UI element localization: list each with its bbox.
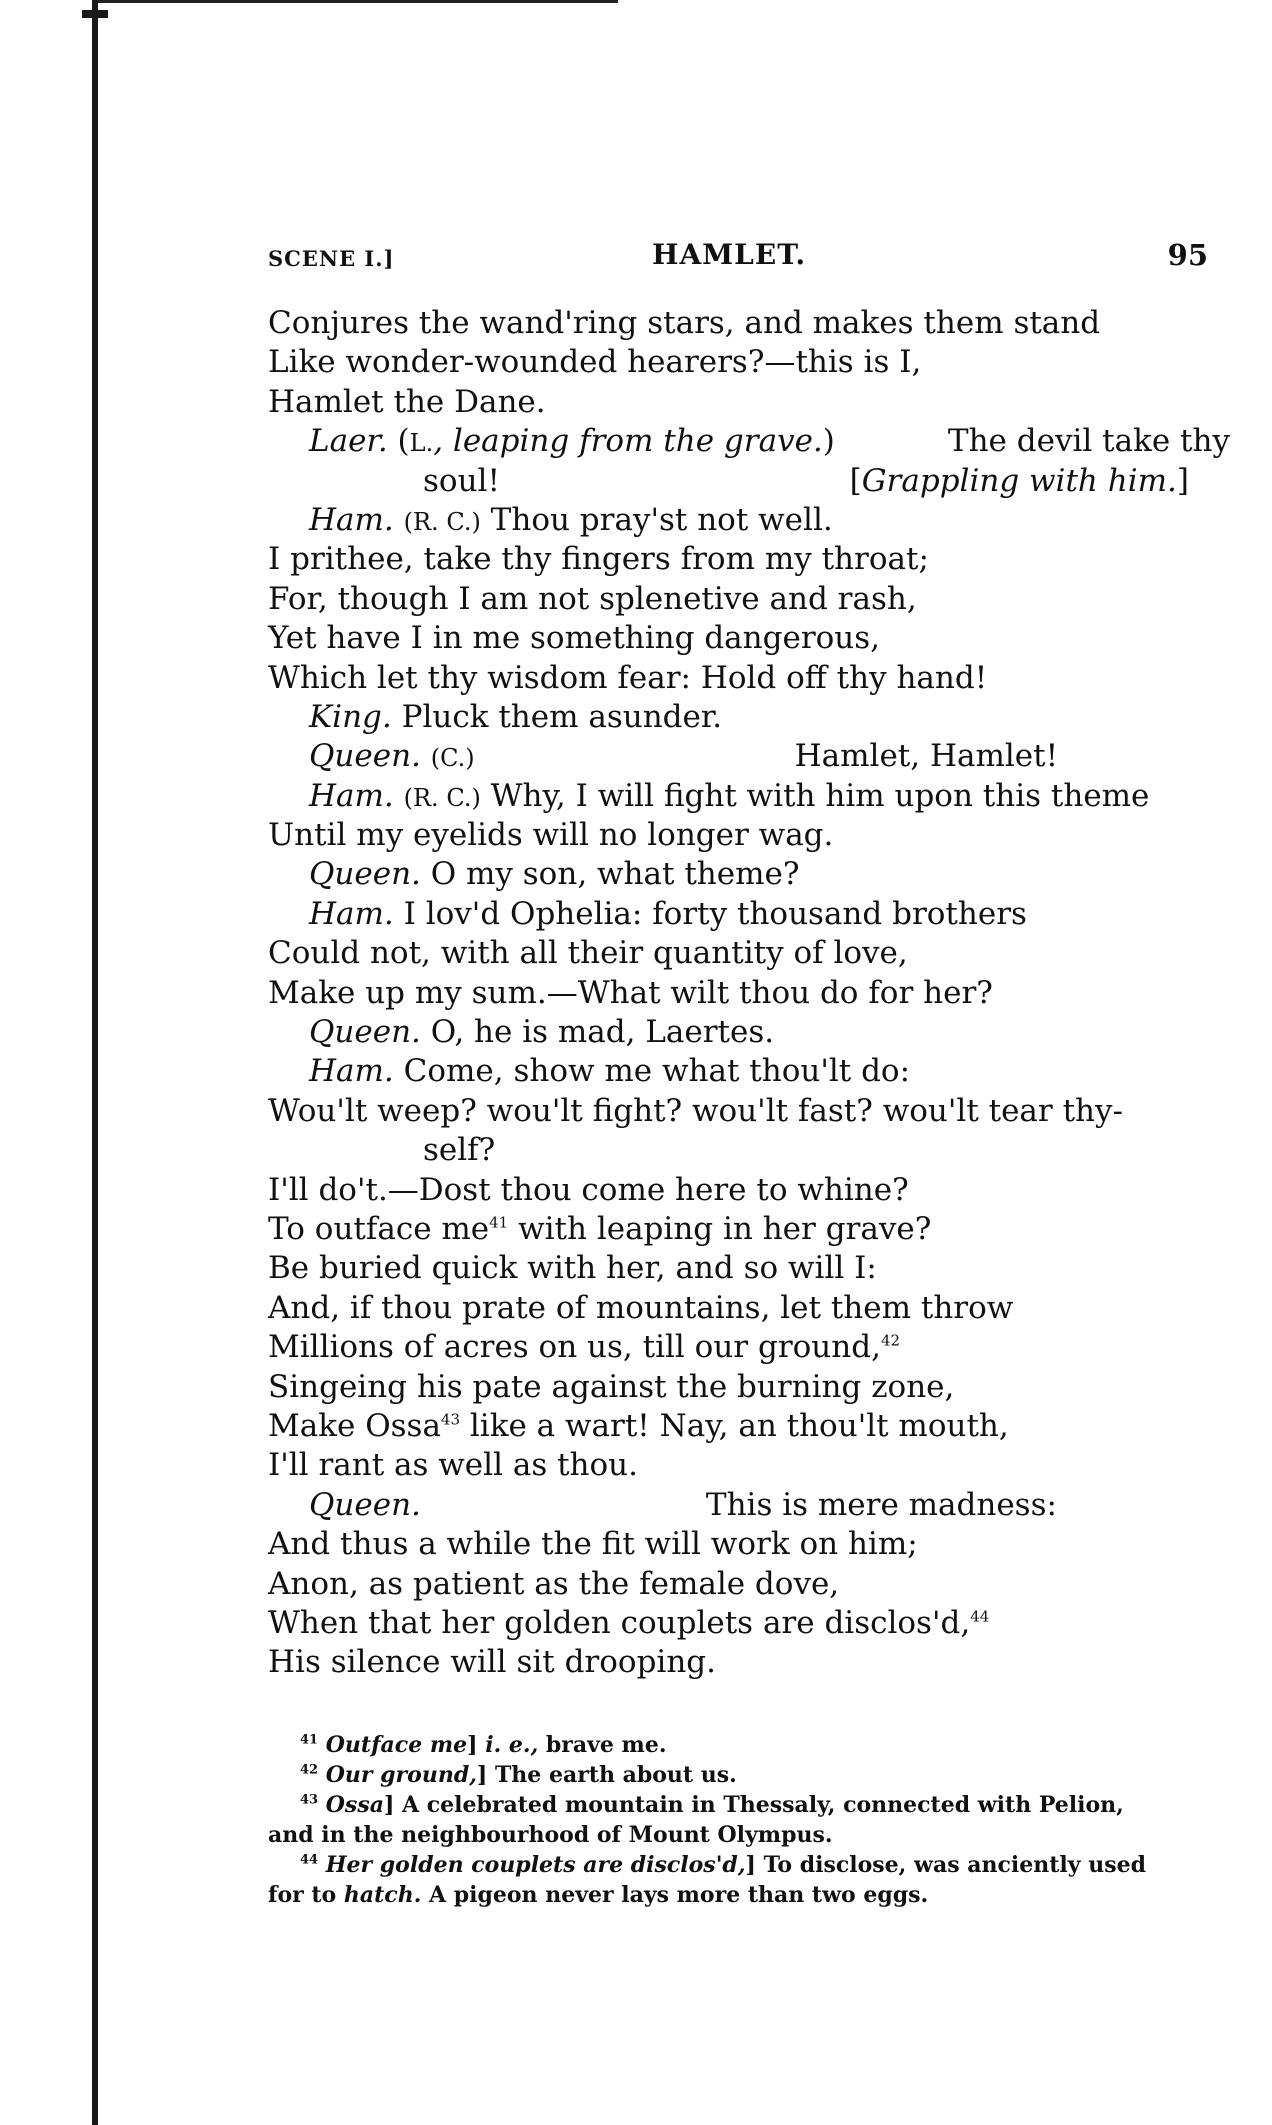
verse-line: Be buried quick with her, and so will I: (268, 1250, 877, 1287)
verse-line: To outface $me^{41}$ with leaping in her grave? (268, 1210, 932, 1247)
footnote-ref: 41 (489, 1213, 509, 1232)
footnote: $^{41}$ Outface me] i. e., brave me. (300, 1732, 667, 1758)
speech-hamlet: Ham. I lov'd Ophelia: forty thousand brothers (309, 895, 1027, 932)
verse-line: Wou'lt weep? wou'lt fight? wou'lt fast? wou'lt tear thy- (268, 1092, 1123, 1129)
speaker-name: King. (309, 698, 392, 735)
speech-laertes: Laer. (L., leaping from the grave.) The devil take thy (268, 422, 1230, 461)
speech-text: The devil take thy (947, 423, 1230, 460)
top-rule (98, 0, 618, 3)
verse-line: I prithee, take thy fingers from my throat; (268, 541, 929, 578)
speech-queen: Queen. O my son, what theme? (309, 856, 800, 893)
stage-direction: L. (409, 429, 434, 458)
speaker-name: Queen. (309, 856, 421, 893)
speaker-name: Ham. (309, 1053, 394, 1090)
speech-queen: Queen. O, he is mad, Laertes. (309, 1014, 775, 1051)
verse-line: Until my eyelids will no longer wag. (268, 817, 834, 854)
footnote: $^{44}$ Her golden couplets are disclos'd,] To disclose, was anciently used (300, 1852, 1146, 1878)
verse-line: Which let thy wisdom fear: Hold off thy hand! (268, 659, 988, 696)
footnote: $^{43}$ Ossa] A celebrated mountain in Thessaly, connected with Pelion, (300, 1792, 1124, 1818)
verse-line: self? (423, 1132, 496, 1169)
speaker-name: Queen. (309, 1486, 421, 1523)
page-number: 95 (1167, 238, 1208, 272)
verse-line: For, though I am not splenetive and rash, (268, 580, 917, 617)
verse-line: Like wonder-wounded hearers?—this is I, (268, 344, 922, 381)
speaker-name: Queen. (309, 1014, 421, 1051)
footnote-term: Outface me (325, 1732, 468, 1758)
speech-hamlet: Ham. (R. C.) Why, I will fight with him upon this theme (309, 777, 1150, 814)
footnote-continuation: for to hatch. A pigeon never lays more than two eggs. (268, 1882, 929, 1908)
footnote-ref: 43 (440, 1410, 461, 1429)
verse-line: Singeing his pate against the burning zone, (268, 1368, 955, 1405)
footnote-term: Her golden couplets are disclos'd, (325, 1852, 746, 1878)
speaker-name: Laer. (309, 423, 388, 460)
verse-line: Make Ossa$^{43}$ like a wart! Nay, an thou'lt mouth, (268, 1407, 1009, 1444)
verse-line: And thus a while the fit will work on him; (268, 1526, 918, 1563)
book-page (268, 238, 1230, 1683)
play-text (268, 304, 1230, 1683)
binding-notch (82, 10, 108, 18)
verse-line: Could not, with all their quantity of love, (268, 935, 908, 972)
page-title: HAMLET. (652, 238, 807, 271)
footnotes (268, 1730, 1198, 1910)
footnote-term: Our ground, (325, 1762, 477, 1788)
footnote: $^{42}$ Our ground,] The earth about us. (300, 1762, 737, 1788)
binding-edge (92, 0, 98, 2125)
speaker-name: Ham. (309, 777, 394, 814)
verse-line: Yet have I in me something dangerous, (268, 620, 881, 657)
footnote-ref: 44 (970, 1607, 990, 1626)
speech-hamlet: Ham. (R. C.) Thou pray'st not well. (309, 501, 833, 538)
footnote-term: Ossa (325, 1792, 384, 1818)
verse-line: Make up my sum.—What wilt thou do for her? (268, 974, 993, 1011)
footnote-ref: 42 (880, 1331, 901, 1350)
stage-direction: (R. C.) (403, 783, 481, 812)
verse-line: And, if thou prate of mountains, let them throw (268, 1289, 1014, 1326)
verse-line: Conjures the wand'ring stars, and makes them stand (268, 305, 1101, 341)
stage-direction: [Grappling with him.] (849, 462, 1189, 499)
stage-direction: (R. C.) (403, 507, 481, 536)
running-header (268, 238, 1208, 278)
verse-line: When that her golden couplets are disclos'd,$^{44}$ (268, 1604, 990, 1641)
verse-line: His silence will sit drooping. (268, 1644, 717, 1681)
verse-line: Millions of acres on us, till our ground,$^{42}$ (268, 1329, 901, 1366)
footnote-continuation: and in the neighbourhood of Mount Olympus. (268, 1822, 833, 1848)
verse-line: soul! [Grappling with him.] (268, 462, 1189, 501)
speech-king: King. Pluck them asunder. (309, 698, 723, 735)
speech-queen: Queen. (C.) Hamlet, Hamlet! (309, 738, 1059, 775)
verse-line: I'll do't.—Dost thou come here to whine? (268, 1171, 909, 1208)
speaker-name: Ham. (309, 895, 394, 932)
stage-direction: (C.) (430, 744, 475, 773)
speaker-name: Ham. (309, 501, 394, 538)
verse-line: Anon, as patient as the female dove, (268, 1565, 840, 1602)
verse-line: Hamlet the Dane. (268, 383, 546, 420)
speaker-name: Queen. (309, 738, 421, 775)
speech-hamlet: Ham. Come, show me what thou'lt do: (309, 1053, 911, 1090)
verse-line: I'll rant as well as thou. (268, 1447, 638, 1484)
speech-queen: Queen. This is mere madness: (309, 1486, 1057, 1523)
scene-label: SCENE I.] (268, 246, 395, 271)
stage-direction: , leaping from the grave. (433, 423, 823, 460)
